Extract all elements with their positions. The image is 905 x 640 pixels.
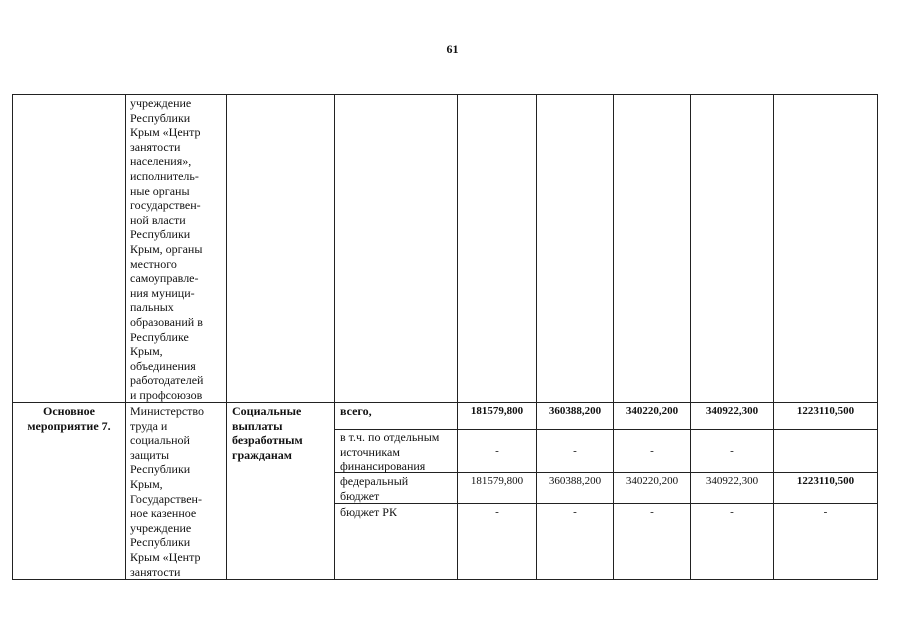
executor-line: учреждение xyxy=(130,520,192,535)
funding-value: - xyxy=(730,506,734,518)
executor-line: защиты xyxy=(130,447,170,462)
activity-name-line: Основное xyxy=(43,404,95,418)
executor-line: местного xyxy=(130,256,177,271)
funding-source-line: всего, xyxy=(340,404,372,418)
executor-line: ной власти xyxy=(130,212,186,227)
funding-source-federal xyxy=(340,474,456,503)
executor-line: Республики xyxy=(130,110,191,125)
activity-title xyxy=(232,404,332,462)
funding-value: - xyxy=(650,445,654,457)
executor-line: Крым «Центр xyxy=(130,125,201,140)
executor-line: Республики xyxy=(130,462,191,477)
funding-source-regional xyxy=(340,505,456,520)
executor-line: объединения xyxy=(130,358,196,373)
continuation-executors xyxy=(130,96,224,402)
table-rule xyxy=(226,94,227,580)
funding-value: - xyxy=(495,445,499,457)
table-rule xyxy=(877,94,878,580)
executor-line: образований в xyxy=(130,314,203,329)
funding-source-line: федеральный xyxy=(340,474,409,488)
executor-line: учреждение xyxy=(130,96,192,110)
executor-line: труда и xyxy=(130,418,168,433)
funding-value: - xyxy=(495,506,499,518)
executor-line: ные органы xyxy=(130,183,190,198)
funding-source-breakdown xyxy=(340,430,458,474)
funding-value: 181579,800 xyxy=(470,405,524,417)
executor-line: Крым, xyxy=(130,476,163,491)
funding-value: 360388,200 xyxy=(548,405,602,417)
executor-line: занятости xyxy=(130,564,181,579)
executor-line: социальной xyxy=(130,433,190,448)
funding-source-line: бюджет xyxy=(340,488,380,503)
funding-value: - xyxy=(650,506,654,518)
activity-executors xyxy=(130,404,224,579)
activity-name xyxy=(14,404,124,433)
funding-value: 340922,300 xyxy=(705,405,759,417)
executor-line: самоуправле- xyxy=(130,271,199,286)
funding-value: 340922,300 xyxy=(705,475,759,487)
table-rule xyxy=(125,94,126,580)
executor-line: Государствен- xyxy=(130,491,202,506)
funding-value: 340220,200 xyxy=(625,475,679,487)
executor-line: Министерство xyxy=(130,404,204,418)
executor-line: работодателей xyxy=(130,373,204,388)
funding-value: - xyxy=(573,445,577,457)
funding-value: 1223110,500 xyxy=(796,475,855,487)
activity-title-line: безработным xyxy=(232,433,303,448)
table-rule xyxy=(334,94,335,580)
executor-line: исполнитель- xyxy=(130,168,199,183)
funding-value: - xyxy=(573,506,577,518)
funding-value: 181579,800 xyxy=(470,475,524,487)
funding-value: 340220,200 xyxy=(625,405,679,417)
executor-line: и профсоюзов xyxy=(130,387,203,402)
funding-source-line: источникам xyxy=(340,444,400,459)
funding-value: 360388,200 xyxy=(548,475,602,487)
table-rule xyxy=(12,94,13,580)
funding-value: - xyxy=(730,445,734,457)
executor-line: ное казенное xyxy=(130,506,197,521)
executor-line: Республики xyxy=(130,535,191,550)
executor-line: государствен- xyxy=(130,198,201,213)
funding-source-total xyxy=(340,404,456,419)
funding-source-line: в т.ч. по отдельным xyxy=(340,430,440,444)
funding-value: - xyxy=(823,506,828,518)
executor-line: Крым, xyxy=(130,344,163,359)
activity-title-line: Социальные xyxy=(232,404,302,418)
funding-source-line: финансирования xyxy=(340,459,426,474)
executor-line: населения», xyxy=(130,154,192,169)
activity-title-line: выплаты xyxy=(232,418,283,433)
table-rule xyxy=(12,94,878,95)
executor-line: ния муници- xyxy=(130,285,195,300)
executor-line: Крым «Центр xyxy=(130,549,201,564)
executor-line: Крым, органы xyxy=(130,241,203,256)
executor-line: Республики xyxy=(130,227,191,242)
activity-name-line: мероприятие 7. xyxy=(27,418,111,433)
activity-title-line: гражданам xyxy=(232,447,292,462)
executor-line: занятости xyxy=(130,139,181,154)
page-number: 61 xyxy=(446,42,459,56)
executor-line: пальных xyxy=(130,300,174,315)
funding-value: 1223110,500 xyxy=(796,405,855,417)
table-rule xyxy=(12,579,878,580)
executor-line: Республике xyxy=(130,329,189,344)
funding-source-line: бюджет РК xyxy=(340,505,397,519)
